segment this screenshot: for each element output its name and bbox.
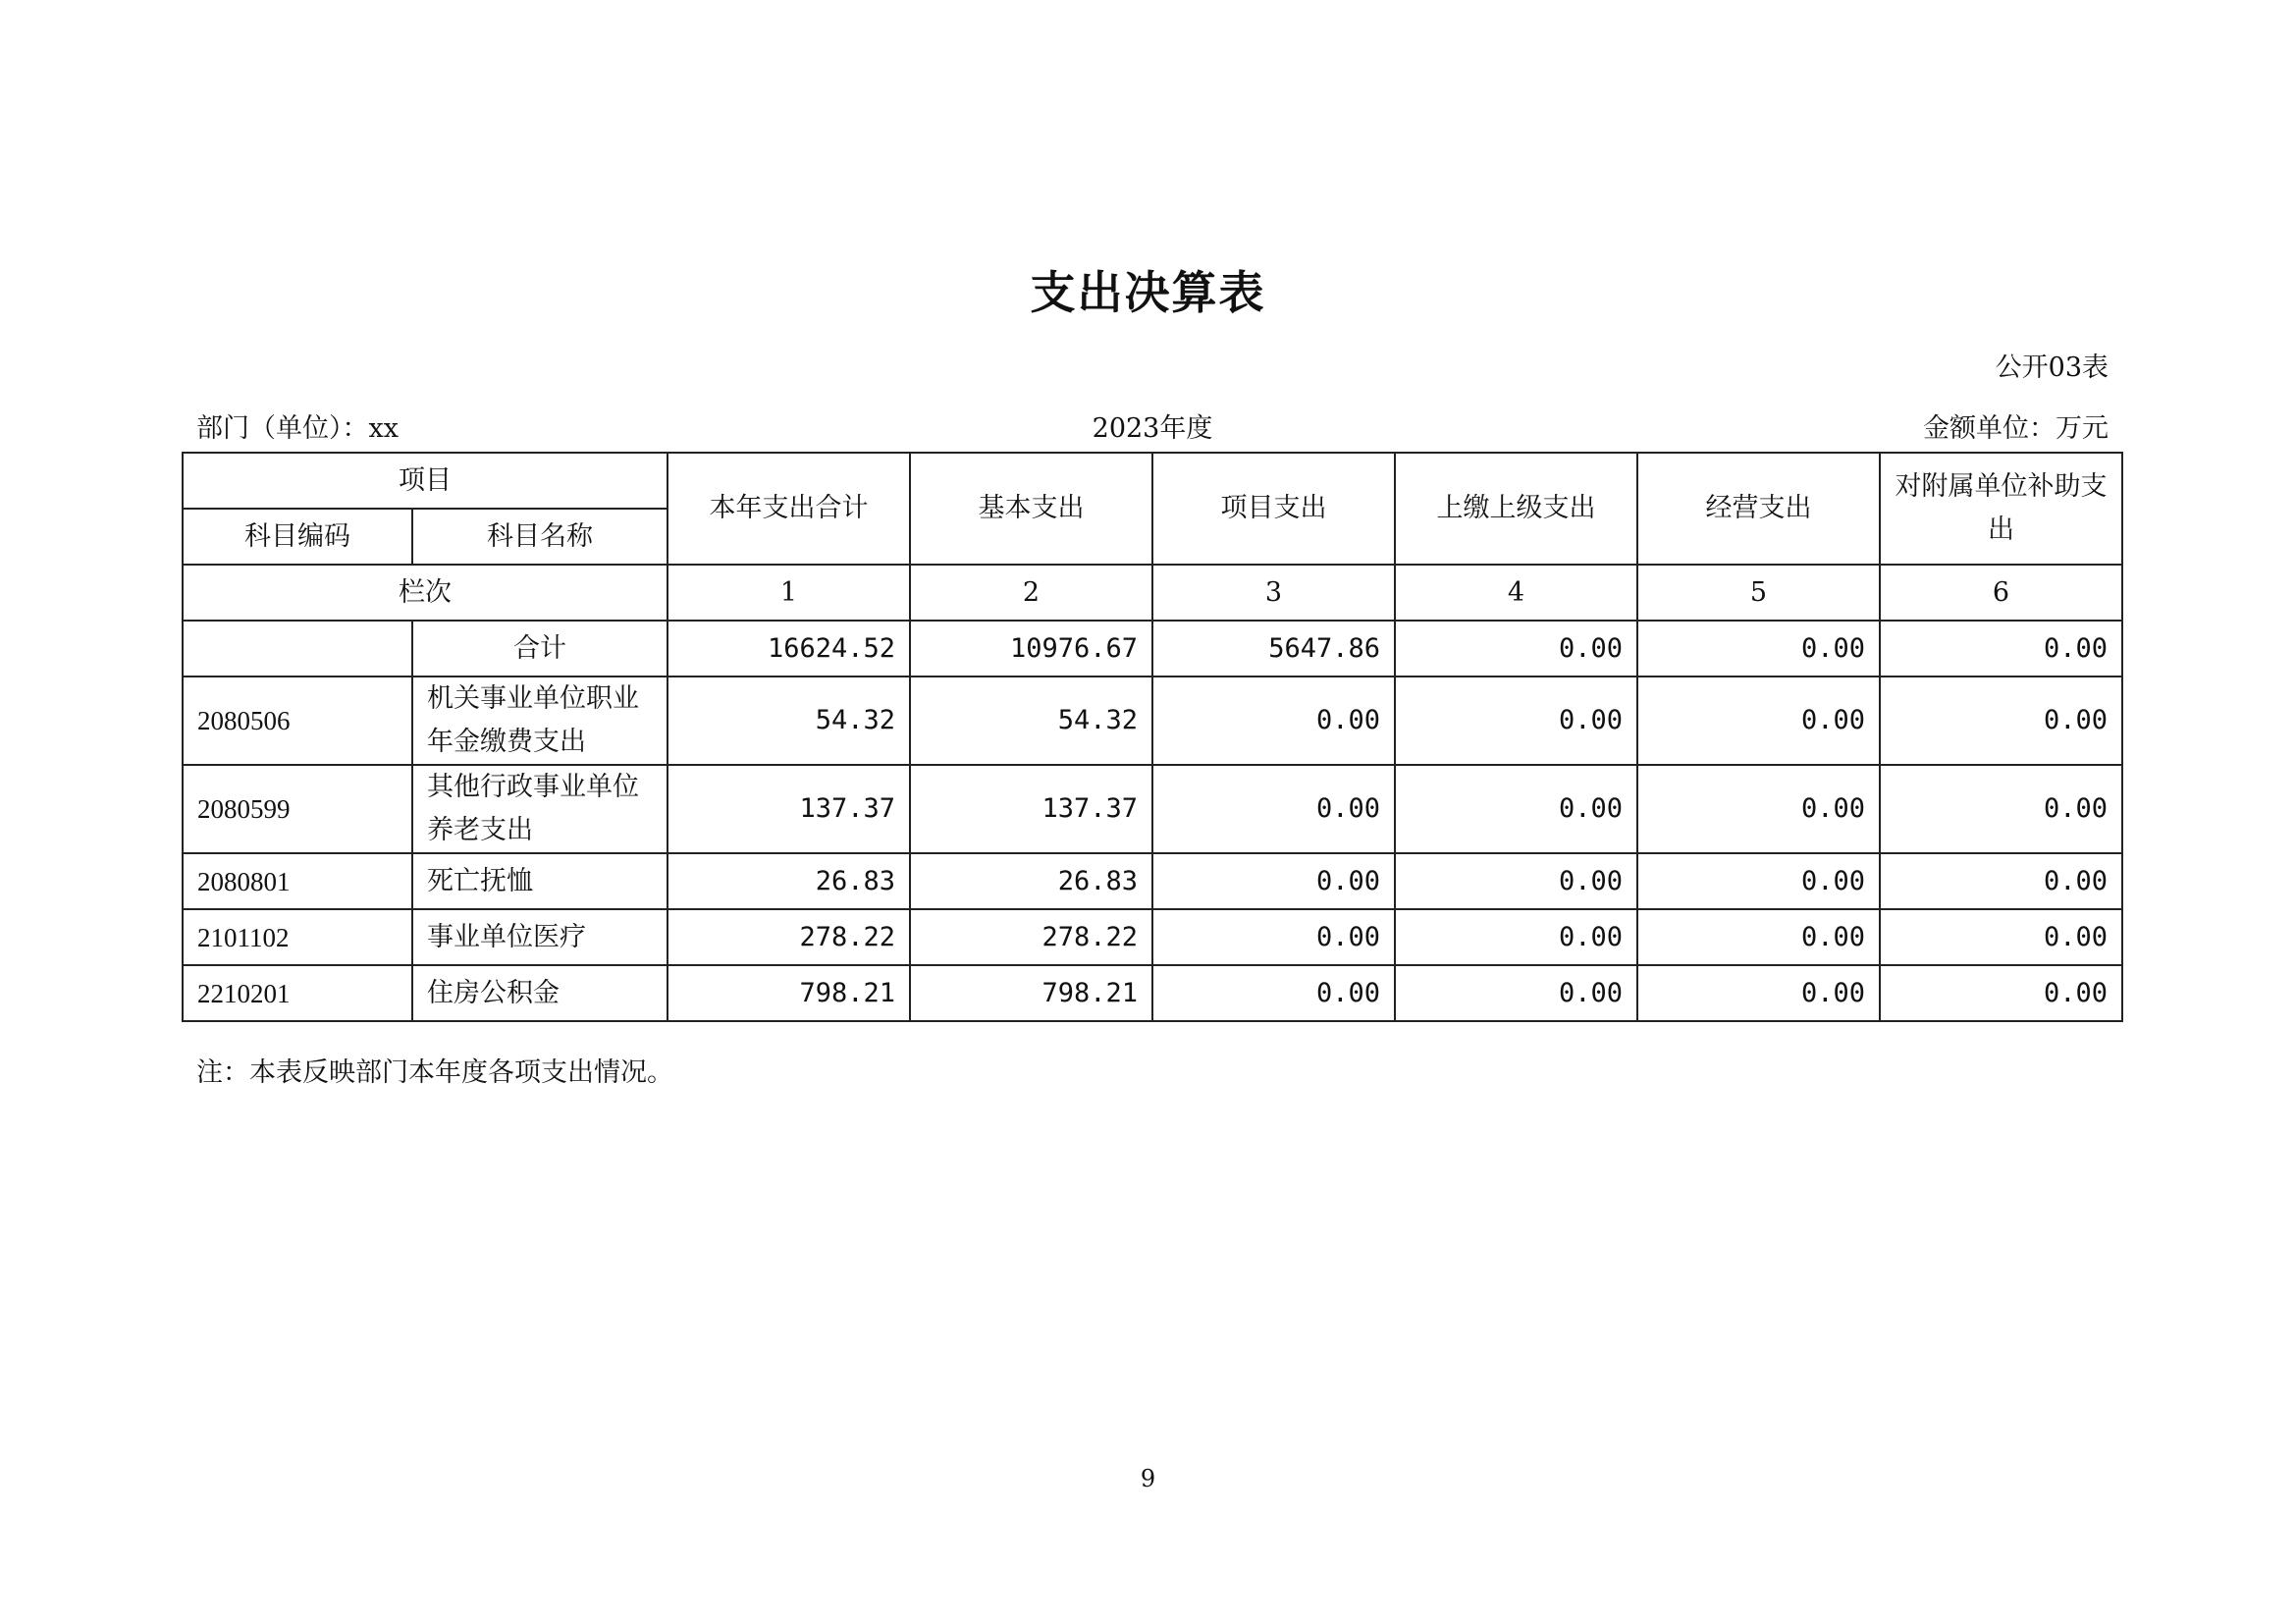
total-row	[183, 621, 2122, 677]
expenditure-table	[182, 452, 2123, 1022]
row-value: 0.00	[1637, 765, 1880, 853]
column-index-row	[183, 565, 2122, 621]
subject-name: 机关事业单位职业年金缴费支出	[412, 677, 667, 765]
total-value: 5647.86	[1152, 621, 1395, 677]
header-col-total: 本年支出合计	[667, 453, 910, 565]
header-project: 项目	[183, 453, 667, 509]
subject-code: 2080801	[183, 853, 412, 909]
header-name: 科目名称	[412, 509, 667, 565]
column-index: 5	[1637, 565, 1880, 621]
column-index-label: 栏次	[183, 565, 667, 621]
row-value: 278.22	[910, 909, 1152, 965]
header-col-subsidy: 对附属单位补助支出	[1880, 453, 2122, 565]
row-value: 0.00	[1395, 909, 1637, 965]
subject-code: 2210201	[183, 965, 412, 1021]
subject-name: 其他行政事业单位养老支出	[412, 765, 667, 853]
subject-name: 住房公积金	[412, 965, 667, 1021]
row-value: 0.00	[1637, 677, 1880, 765]
subject-name: 死亡抚恤	[412, 853, 667, 909]
row-value: 0.00	[1152, 909, 1395, 965]
table-row	[183, 909, 2122, 965]
total-value: 0.00	[1395, 621, 1637, 677]
row-value: 0.00	[1395, 853, 1637, 909]
row-value: 0.00	[1637, 853, 1880, 909]
subject-name: 事业单位医疗	[412, 909, 667, 965]
total-label: 合计	[412, 621, 667, 677]
row-value: 137.37	[667, 765, 910, 853]
meta-row	[196, 406, 2109, 442]
row-value: 0.00	[1152, 853, 1395, 909]
row-value: 54.32	[667, 677, 910, 765]
total-value: 16624.52	[667, 621, 910, 677]
year-label: 2023年度	[1092, 413, 1213, 444]
column-index: 3	[1152, 565, 1395, 621]
row-value: 0.00	[1152, 965, 1395, 1021]
row-value: 0.00	[1395, 965, 1637, 1021]
subject-code: 2080506	[183, 677, 412, 765]
table-row	[183, 765, 2122, 853]
row-value: 54.32	[910, 677, 1152, 765]
total-code-cell	[183, 621, 412, 677]
row-value: 0.00	[1395, 677, 1637, 765]
row-value: 798.21	[667, 965, 910, 1021]
row-value: 26.83	[667, 853, 910, 909]
header-col-basic: 基本支出	[910, 453, 1152, 565]
row-value: 26.83	[910, 853, 1152, 909]
row-value: 798.21	[910, 965, 1152, 1021]
table-row	[183, 965, 2122, 1021]
table-row	[183, 677, 2122, 765]
total-value: 10976.67	[910, 621, 1152, 677]
row-value: 0.00	[1880, 765, 2122, 853]
row-value: 0.00	[1395, 765, 1637, 853]
amount-unit-label: 金额单位：万元	[1923, 413, 2109, 444]
row-value: 0.00	[1880, 965, 2122, 1021]
column-index: 4	[1395, 565, 1637, 621]
row-value: 278.22	[667, 909, 910, 965]
header-code: 科目编码	[183, 509, 412, 565]
header-col-upper: 上缴上级支出	[1395, 453, 1637, 565]
row-value: 0.00	[1637, 965, 1880, 1021]
column-index: 2	[910, 565, 1152, 621]
page-title: 支出决算表	[1030, 266, 1266, 319]
header-col-project: 项目支出	[1152, 453, 1395, 565]
row-value: 0.00	[1637, 909, 1880, 965]
table-row	[183, 853, 2122, 909]
row-value: 137.37	[910, 765, 1152, 853]
total-value: 0.00	[1880, 621, 2122, 677]
subject-code: 2101102	[183, 909, 412, 965]
page-number: 9	[1140, 1465, 1156, 1492]
row-value: 0.00	[1152, 677, 1395, 765]
header-row-1	[183, 453, 2122, 509]
department-label: 部门（单位）：xx	[196, 413, 399, 444]
column-index: 1	[667, 565, 910, 621]
row-value: 0.00	[1880, 853, 2122, 909]
form-number: 公开03表	[1995, 352, 2109, 383]
column-index: 6	[1880, 565, 2122, 621]
subject-code: 2080599	[183, 765, 412, 853]
row-value: 0.00	[1880, 909, 2122, 965]
total-value: 0.00	[1637, 621, 1880, 677]
header-col-operating: 经营支出	[1637, 453, 1880, 565]
table-note: 注：本表反映部门本年度各项支出情况。	[196, 1057, 673, 1088]
row-value: 0.00	[1152, 765, 1395, 853]
row-value: 0.00	[1880, 677, 2122, 765]
